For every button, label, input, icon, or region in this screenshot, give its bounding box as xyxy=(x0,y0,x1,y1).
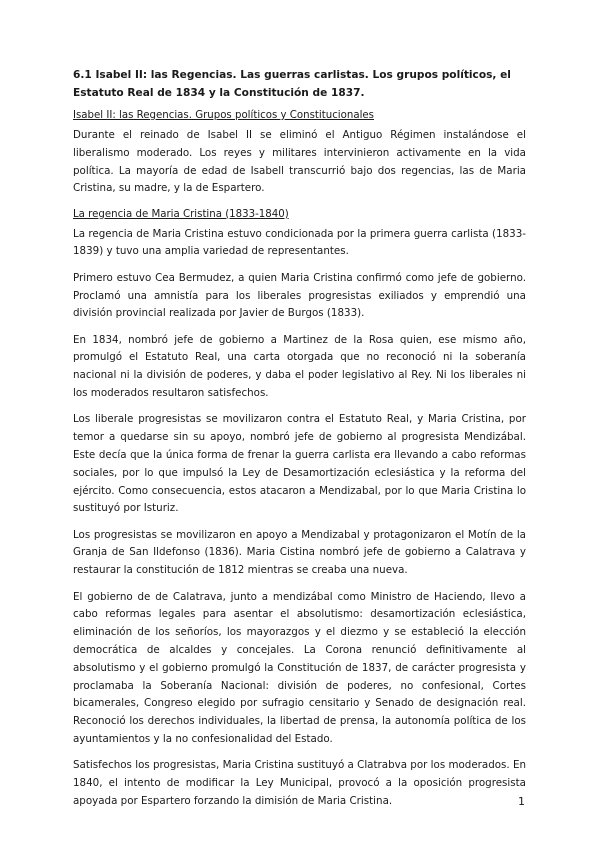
paragraph-intro: Durante el reinado de Isabel II se eliminó el Antiguo Régimen instalándose el liberalismo moderado. Los reyes y militares intervinieron activamente en la vida política. La mayoría de edad de Isabell transcurrió bajo dos regencias, las de Maria Cristina, su madre, y la de Espartero. xyxy=(73,129,526,195)
page-number: 1 xyxy=(518,795,525,808)
document-page xyxy=(73,66,526,819)
section-heading-regencias: Isabel II: las Regencias. Grupos políticos y Constitucionales xyxy=(73,110,374,121)
paragraph-cea-bermudez: Primero estuvo Cea Bermudez, a quien Maria Cristina confirmó como jefe de gobierno. Proclamó una amnistía para los liberales progresistas exiliados y emprendió una división provincial realizada por Javier de Burgos (1833). xyxy=(73,271,526,320)
paragraph-dimision: Satisfechos los progresistas, Maria Cristina sustituyó a Clatrabva por los moderados. En 1840, el intento de modificar la Ley Municipal, provocó a la oposición progresista apoyada por Espartero forzando la dimisión de Maria Cristina. xyxy=(73,759,526,807)
document-title: 6.1 Isabel II: las Regencias. Las guerras carlistas. Los grupos políticos, el Estatuto Real de 1834 y la Constitución de 1837. xyxy=(73,69,511,99)
paragraph-estatuto-real: En 1834, nombró jefe de gobierno a Martinez de la Rosa quien, ese mismo año, promulgó el Estatuto Real, una carta otorgada que no reconoció ni la soberanía nacional ni la división de poderes, y daba el poder legislativo al Rey. Ni los liberales ni los moderados resultaron satisfechos. xyxy=(73,333,526,400)
paragraph-mendizabal: Los liberale progresistas se movilizaron contra el Estatuto Real, y Maria Cristina, por temor a quedarse sin su apoyo, nombró jefe de gobierno al progresista Mendizábal. Este decía que la única forma de frenar la guerra carlista era llevando a cabo reformas sociales, por lo que impulsó la Ley de Desamortización eclesiástica y la reforma del ejército. Como consecuencia, estos atacaron a Mendizabal, por lo que Maria Cristina lo sustituyó por Isturiz. xyxy=(73,413,526,515)
section-heading-maria-cristina: La regencia de Maria Cristina (1833-1840) xyxy=(73,208,289,220)
paragraph-regencia: La regencia de Maria Cristina estuvo condicionada por la primera guerra carlista (1833-1839) y tuvo una amplia variedad de representantes. xyxy=(73,227,526,258)
paragraph-motin-granja: Los progresistas se movilizaron en apoyo a Mendizabal y protagonizaron el Motín de la Granja de San Ildefonso (1836). Maria Cistina nombró jefe de gobierno a Calatrava y restaurar la constitución de 1812 mientras se creaba una nueva. xyxy=(73,528,526,577)
paragraph-constitucion-1837: El gobierno de de Calatrava, junto a mendizábal como Ministro de Haciendo, llevo a cabo reformas legales para asentar el absolutismo: desamortización eclesiástica, eliminación de los señoríos, los mayorazgos y el diezmo y se estableció la elección democrática de alcaldes y concejales. La Corona renunció definitivamente al absolutismo y el gobierno promulgó la Constitución de 1837, de carácter progresista y proclamaba la Soberanía Nacional: división de poderes, no confesional, Cortes bicamerales, Congreso elegido por sufragio censitario y Senado de designación real. Reconoció los derechos individuales, la libertad de prensa, la autonomía política de los ayuntamientos y la no confesionalidad del Estado. xyxy=(73,590,526,745)
